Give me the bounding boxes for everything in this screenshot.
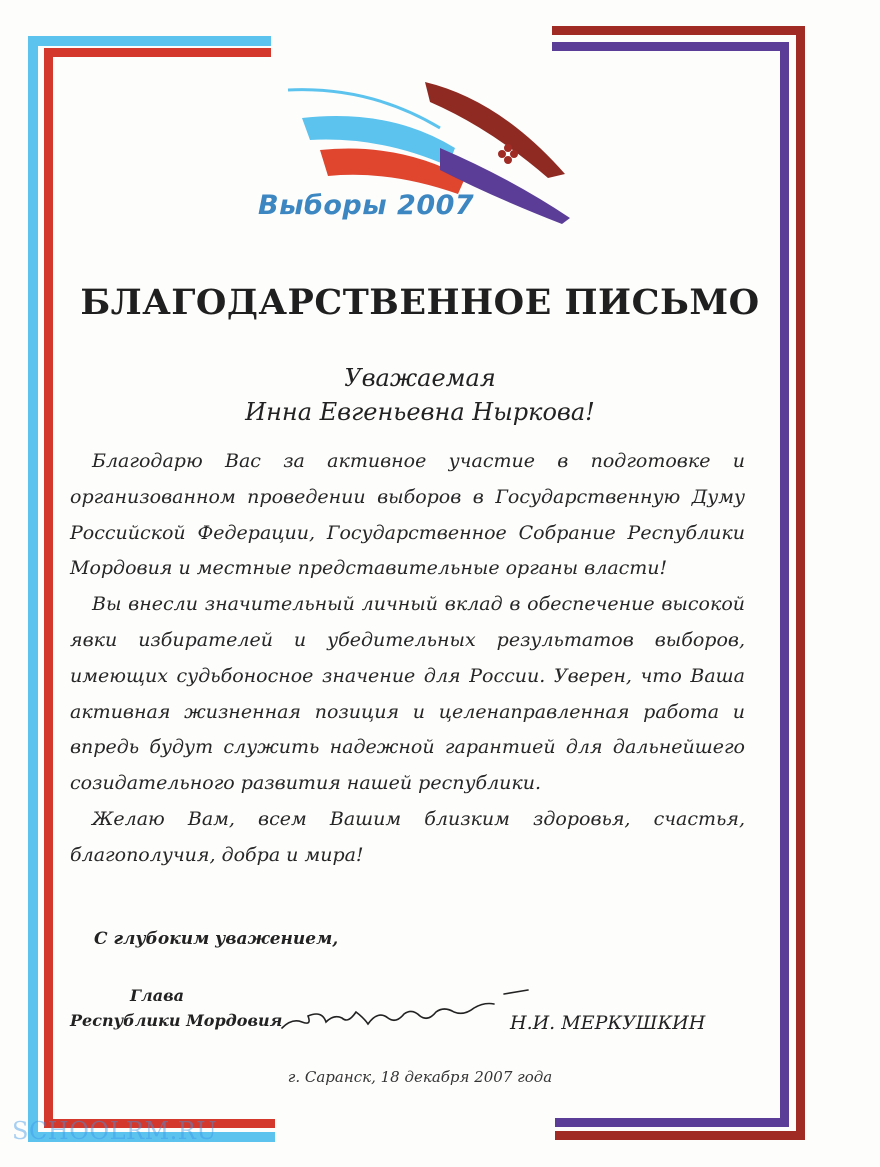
letter-body (70, 444, 745, 874)
frame-stripe-blue-left (28, 36, 38, 1142)
signer-title-line-1: Глава (130, 986, 184, 1005)
frame-stripe-red-left (44, 48, 53, 1128)
frame-stripe-red-top (44, 48, 271, 57)
frame-stripe-purple-top (552, 42, 789, 51)
site-watermark: SCHOOLRM.RU (12, 1117, 218, 1145)
signer-title-line-2: Республики Мордовия (70, 1011, 283, 1030)
handwritten-signature (278, 988, 538, 1038)
place-and-date: г. Саранск, 18 декабря 2007 года (287, 1068, 553, 1086)
salutation-line-1: Уважаемая (344, 364, 496, 392)
letter-paragraph-2: Вы внесли значительный личный вклад в обеспечение высокой явки избирателей и убедительных результатов выборов, имеющих судьбоносное значение для России. Уверен, что Ваша активная жизненная позиция и целенаправленная работа и впредь будут служить надежной гарантией для дальнейшего созидательного развития нашей республики. (70, 593, 745, 795)
letter-paragraph-1: Благодарю Вас за активное участие в подготовке и организованном проведении выборов в Государственную Думу Российской Федерации, Государственное Собрание Республики Мордовия и местные представительные органы власти! (70, 450, 745, 580)
frame-stripe-blue-top (28, 36, 271, 46)
frame-stripe-darkred-right (796, 26, 805, 1140)
closing-phrase: С глубоким уважением, (94, 929, 339, 949)
signer-name: Н.И. МЕРКУШКИН (510, 1012, 706, 1034)
logo-caption: Выборы 2007 (258, 190, 475, 221)
frame-stripe-purple-bottom (555, 1118, 789, 1127)
document-title: БЛАГОДАРСТВЕННОЕ ПИСЬМО (80, 282, 760, 323)
frame-stripe-purple-right (780, 42, 789, 1127)
letter-paragraph-3: Желаю Вам, всем Вашим близким здоровья, счастья, благополучия, добра и мира! (70, 807, 745, 866)
salutation-line-2: Инна Евгеньевна Ныркова! (245, 398, 595, 426)
frame-stripe-darkred-top (552, 26, 805, 35)
frame-stripe-darkred-bottom (555, 1131, 805, 1140)
